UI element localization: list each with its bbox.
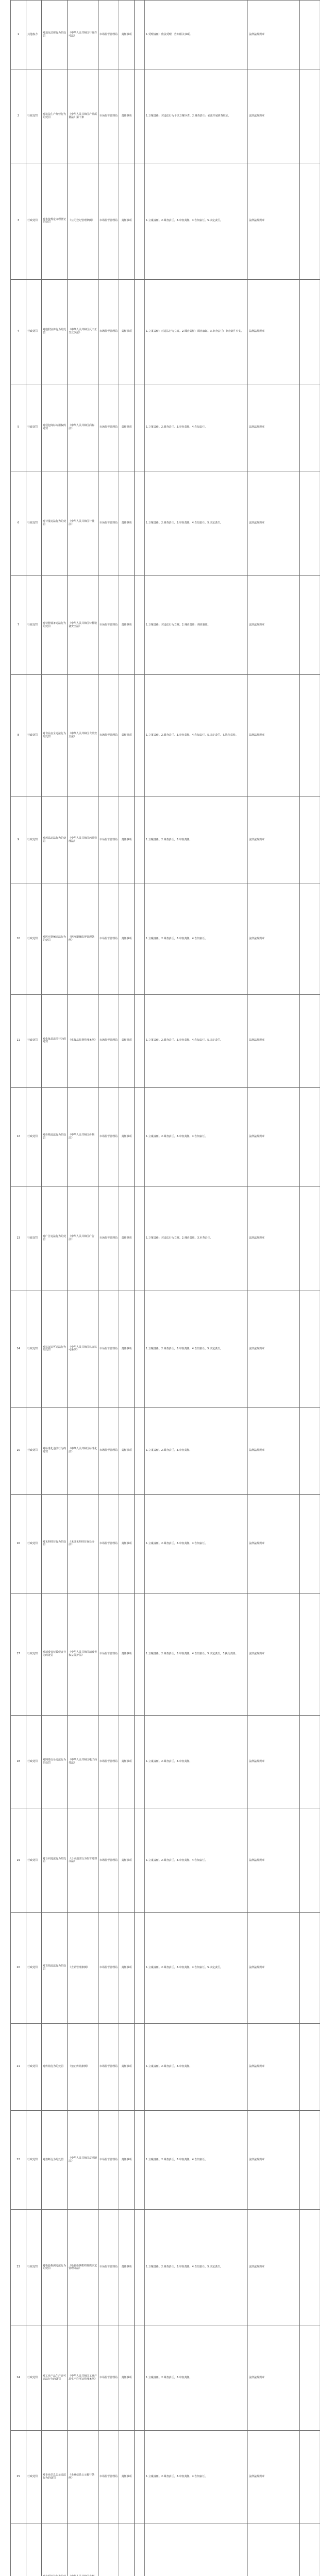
remark-cell [300,1088,320,1187]
legal-basis-cell: 《中华人民共和国电子商务法》 [68,1715,98,1808]
note-cell: 责任事项 [119,1913,135,2023]
item-name-cell: 对侵犯商标专用权的处罚 [42,384,68,471]
category-cell: 行政处罚 [26,279,42,384]
item-name-cell: 对工业产品生产许可违法行为的处罚 [42,2326,68,2430]
table-row [11,1715,320,1808]
blank-cell [135,1,145,70]
row-number-cell: 9 [11,796,26,884]
remark-cell [300,2023,320,2110]
responsibility-detail-cell: 1.立案责任。2.调查责任。3.审查责任。4.告知责任。5.决定责任。6.执行责任。 [145,1593,248,1715]
legal-basis-cell: 《医疗器械监督管理条例》 [68,884,98,994]
item-name-cell: 对医疗器械违法行为的处罚 [42,884,68,994]
subject-cell: 市场监督管理局 [98,384,119,471]
note-cell: 责任事项 [119,884,135,994]
remark-cell [300,2523,320,2576]
row-number-cell [11,2523,26,2576]
reference-cell: 法律法规规章 [248,994,300,1088]
subject-cell: 市场监督管理局 [98,2430,119,2523]
table-row [11,796,320,884]
item-name-cell [42,2523,68,2576]
row-number-cell: 19 [11,1808,26,1913]
category-cell: 行政处罚 [26,471,42,576]
category-cell: 行政处罚 [26,1088,42,1187]
reference-cell: 法律法规规章 [248,1088,300,1187]
reference-cell: 法律法规规章 [248,1593,300,1715]
table-row [11,1291,320,1408]
category-cell: 行政处罚 [26,994,42,1088]
blank-cell [135,2326,145,2430]
table-row [11,2326,320,2430]
table-row [11,2523,320,2576]
table-row [11,884,320,994]
responsibility-detail-cell: 1.立案责任。2.调查责任。3.审查责任。 [145,2023,248,2110]
remark-cell [300,2209,320,2326]
item-name-cell: 对广告违法行为的处罚 [42,1186,68,1291]
reference-cell: 法律法规规章 [248,279,300,384]
remark-cell [300,1291,320,1408]
note-cell: 责任事项 [119,674,135,796]
note-cell: 责任事项 [119,796,135,884]
legal-basis-cell: 《中华人民共和国特种设备安全法》 [68,576,98,675]
remark-cell [300,576,320,675]
row-number-cell: 15 [11,1407,26,1494]
item-name-cell: 对检验检测违法行为的处罚 [42,2209,68,2326]
responsibility-detail-cell: 1.立案责任。2.调查责任。3.审查责任。4.告知责任。5.决定责任。 [145,2209,248,2326]
item-name-cell: 对药品违法行为的处罚 [42,796,68,884]
category-cell: 行政处罚 [26,163,42,279]
table-row [11,1495,320,1594]
category-cell: 行政处罚 [26,1715,42,1808]
responsibility-detail-cell: 1.立案责任。2.调查责任。3.审查责任。4.告知责任。5.决定责任。 [145,1291,248,1408]
remark-cell [300,471,320,576]
responsibility-detail-cell: 1.立案责任。2.调查责任。3.审查责任。4.告知责任。5.决定责任。6.执行责任。 [145,674,248,796]
responsibility-detail-cell: 1.立案责任。2.调查责任。3.审查责任。4.告知责任。5.决定责任。 [145,994,248,1088]
table-row [11,2430,320,2523]
subject-cell: 市场监督管理局 [98,884,119,994]
note-cell: 责任事项 [119,2111,135,2210]
note-cell: 责任事项 [119,1593,135,1715]
blank-cell [135,2209,145,2326]
reference-cell: 法律法规规章 [248,1186,300,1291]
blank-cell [135,674,145,796]
remark-cell [300,384,320,471]
note-cell: 责任事项 [119,1715,135,1808]
blank-cell [135,1186,145,1291]
row-number-cell: 8 [11,674,26,796]
reference-cell: 法律法规规章 [248,2326,300,2430]
row-number-cell: 12 [11,1088,26,1187]
category-cell: 行政处罚 [26,1495,42,1594]
subject-cell: 市场监督管理局 [98,2111,119,2210]
subject-cell [98,2523,119,2576]
reference-cell: 法律法规规章 [248,1,300,70]
item-name-cell: 对垄断行为的处罚 [42,2111,68,2210]
row-number-cell: 25 [11,2430,26,2523]
row-number-cell: 13 [11,1186,26,1291]
reference-cell: 法律法规规章 [248,2209,300,2326]
note-cell: 责任事项 [119,384,135,471]
reference-cell: 法律法规规章 [248,1808,300,1913]
responsibility-detail-cell: 1.立案责任。2.调查责任。3.审查责任。4.告知责任。5.决定责任。 [145,471,248,576]
reference-cell: 法律法规规章 [248,1407,300,1494]
table-row [11,1,320,70]
table-row [11,2209,320,2326]
blank-cell [135,884,145,994]
legal-basis-cell: 《中华人民共和国消费者权益保护法》 [68,1593,98,1715]
category-cell: 行政处罚 [26,2111,42,2210]
item-name-cell: 对违法生产经营行为的处罚 [42,70,68,163]
responsibility-detail-cell: 1.立案责任：对违法行为予以立案审查。2.调查责任：依法开展调查取证。 [145,70,248,163]
subject-cell: 市场监督管理局 [98,279,119,384]
reference-cell: 法律法规规章 [248,576,300,675]
item-name-cell: 对企业信息公示违法行为的处罚 [42,2430,68,2523]
note-cell: 责任事项 [119,576,135,675]
legal-basis-cell: 《中华人民共和国计量法》 [68,471,98,576]
note-cell: 责任事项 [119,1,135,70]
remark-cell [300,1186,320,1291]
blank-cell [135,994,145,1088]
table-row [11,384,320,471]
note-cell: 责任事项 [119,2430,135,2523]
row-number-cell: 14 [11,1291,26,1408]
remark-cell [300,1407,320,1494]
reference-cell: 法律法规规章 [248,1715,300,1808]
remark-cell [300,994,320,1088]
table-row [11,2111,320,2210]
legal-basis-cell: 《中华人民共和国食品安全法》 [68,674,98,796]
row-number-cell: 20 [11,1913,26,2023]
blank-cell [135,163,145,279]
table-row [11,471,320,576]
category-cell: 行政处罚 [26,1186,42,1291]
item-name-cell: 对合同违法行为的处罚 [42,1808,68,1913]
subject-cell: 市场监督管理局 [98,994,119,1088]
row-number-cell: 23 [11,2209,26,2326]
subject-cell: 市场监督管理局 [98,163,119,279]
subject-cell: 市场监督管理局 [98,674,119,796]
table-row [11,2023,320,2110]
reference-cell: 法律法规规章 [248,1913,300,2023]
blank-cell [135,1913,145,2023]
subject-cell: 市场监督管理局 [98,2023,119,2110]
category-cell: 行政处罚 [26,384,42,471]
blank-cell [135,2111,145,2210]
remark-cell [300,2430,320,2523]
category-cell: 行政处罚 [26,2430,42,2523]
reference-cell: 法律法规规章 [248,471,300,576]
blank-cell [135,471,145,576]
subject-cell: 市场监督管理局 [98,1808,119,1913]
item-name-cell: 对标准化违法行为的处罚 [42,1407,68,1494]
responsibility-detail-cell: 1.立案责任。2.调查责任。3.审查责任。4.告知责任。 [145,1495,248,1594]
row-number-cell: 3 [11,163,26,279]
table-row [11,994,320,1088]
blank-cell [135,1715,145,1808]
blank-cell [135,1407,145,1494]
row-number-cell: 6 [11,471,26,576]
remark-cell [300,1593,320,1715]
responsibility-detail-cell: 1.立案责任：对违法行为立案。2.调查责任：调查取证。3.审查责任：审查案件事实。 [145,279,248,384]
item-name-cell: 对违反法律行为的处罚 [42,1,68,70]
item-name-cell: 对认证认可违法行为的处罚 [42,1291,68,1408]
table-row [11,1913,320,2023]
category-cell: 行政处罚 [26,1291,42,1408]
blank-cell [135,70,145,163]
blank-cell [135,576,145,675]
responsibility-detail-cell: 1.立案责任。2.调查责任。3.审查责任。4.告知责任。 [145,1808,248,1913]
reference-cell: 法律法规规章 [248,384,300,471]
remark-cell [300,2111,320,2210]
category-cell: 行政处罚 [26,1808,42,1913]
legal-basis-cell: 《公司登记管理条例》 [68,163,98,279]
note-cell: 责任事项 [119,1186,135,1291]
remark-cell [300,674,320,796]
category-cell: 其他权力 [26,1,42,70]
reference-cell: 法律法规规章 [248,70,300,163]
item-name-cell: 对食品安全违法行为的处罚 [42,674,68,796]
subject-cell: 市场监督管理局 [98,1913,119,2023]
row-number-cell: 1 [11,1,26,70]
category-cell [26,2523,42,2576]
note-cell: 责任事项 [119,2209,135,2326]
item-name-cell: 对特种设备违法行为的处罚 [42,576,68,675]
note-cell: 责任事项 [119,1407,135,1494]
row-number-cell: 5 [11,384,26,471]
table-body [11,1,320,2576]
remark-cell [300,1495,320,1594]
blank-cell [135,384,145,471]
responsibility-detail-cell: 1.立案责任：对违法行为立案。2.调查责任：调查取证。 [145,576,248,675]
subject-cell: 市场监督管理局 [98,1407,119,1494]
legal-basis-cell [68,2523,98,2576]
subject-cell: 市场监督管理局 [98,1186,119,1291]
note-cell: 责任事项 [119,1808,135,1913]
blank-cell [135,1495,145,1594]
reference-cell: 法律法规规章 [248,163,300,279]
responsibility-detail-cell [145,2523,248,2576]
subject-cell: 市场监督管理局 [98,576,119,675]
reference-cell: 法律法规规章 [248,674,300,796]
row-number-cell: 18 [11,1715,26,1808]
table-row [11,1186,320,1291]
reference-cell [248,2523,300,2576]
subject-cell: 市场监督管理局 [98,2209,119,2326]
item-name-cell: 对网络交易违法行为的处罚 [42,1715,68,1808]
row-number-cell: 16 [11,1495,26,1594]
responsibility-detail-cell: 1.立案责任：对违法行为立案。2.调查责任。3.审查责任。 [145,1186,248,1291]
table-row [11,1088,320,1187]
reference-cell: 法律法规规章 [248,1495,300,1594]
responsibility-list-table [10,0,320,2576]
table-row [11,163,320,279]
responsibility-detail-cell: 1.受理责任：依法受理，告知相关事项。 [145,1,248,70]
subject-cell: 市场监督管理局 [98,796,119,884]
blank-cell [135,1593,145,1715]
responsibility-detail-cell: 1.立案责任。2.调查责任。3.审查责任。4.告知责任。 [145,1088,248,1187]
row-number-cell: 21 [11,2023,26,2110]
item-name-cell: 对消费者权益侵害行为的处罚 [42,1593,68,1715]
note-cell: 责任事项 [119,1495,135,1594]
note-cell: 责任事项 [119,1291,135,1408]
remark-cell [300,163,320,279]
responsibility-detail-cell: 1.立案责任。2.调查责任。3.审查责任。4.告知责任。 [145,2111,248,2210]
reference-cell: 法律法规规章 [248,2023,300,2110]
legal-basis-cell: 《中华人民共和国药品管理法》 [68,796,98,884]
note-cell: 责任事项 [119,2326,135,2430]
row-number-cell: 22 [11,2111,26,2210]
item-name-cell: 对化妆品违法行为的处罚 [42,994,68,1088]
subject-cell: 市场监督管理局 [98,471,119,576]
blank-cell [135,796,145,884]
row-number-cell: 2 [11,70,26,163]
subject-cell: 市场监督管理局 [98,70,119,163]
note-cell: 责任事项 [119,1088,135,1187]
item-name-cell: 对计量违法行为的处罚 [42,471,68,576]
legal-basis-cell: 《中华人民共和国行政许可法》 [68,1,98,70]
legal-basis-cell: 《化妆品监督管理条例》 [68,994,98,1088]
table-row [11,576,320,675]
table-row [11,1407,320,1494]
remark-cell [300,70,320,163]
table-row [11,279,320,384]
blank-cell [135,1808,145,1913]
reference-cell: 法律法规规章 [248,2430,300,2523]
responsibility-detail-cell: 1.立案责任。2.调查责任。3.审查责任。 [145,2326,248,2430]
category-cell: 行政处罚 [26,796,42,884]
note-cell [119,2523,135,2576]
category-cell: 行政处罚 [26,70,42,163]
blank-cell [135,2430,145,2523]
item-name-cell: 对无照经营行为的处罚 [42,1495,68,1594]
note-cell: 责任事项 [119,994,135,1088]
item-name-cell: 对虚假宣传行为的处罚 [42,279,68,384]
category-cell: 行政处罚 [26,674,42,796]
row-number-cell: 24 [11,2326,26,2430]
category-cell: 行政处罚 [26,1913,42,2023]
remark-cell [300,884,320,994]
reference-cell: 法律法规规章 [248,884,300,994]
legal-basis-cell: 《中华人民共和国商标法》 [68,384,98,471]
category-cell: 行政处罚 [26,2209,42,2326]
note-cell: 责任事项 [119,2023,135,2110]
row-number-cell: 7 [11,576,26,675]
blank-cell [135,2523,145,2576]
subject-cell: 市场监督管理局 [98,1088,119,1187]
reference-cell: 法律法规规章 [248,796,300,884]
table-row [11,674,320,796]
subject-cell: 市场监督管理局 [98,1715,119,1808]
responsibility-detail-cell: 1.立案责任。2.调查责任。3.审查责任。4.告知责任。 [145,384,248,471]
note-cell: 责任事项 [119,471,135,576]
blank-cell [135,1088,145,1187]
remark-cell [300,1,320,70]
row-number-cell: 11 [11,994,26,1088]
item-name-cell: 对未按规定办理登记的处罚 [42,163,68,279]
blank-cell [135,2023,145,2110]
item-name-cell: 对价格违法行为的处罚 [42,1088,68,1187]
subject-cell: 市场监督管理局 [98,2326,119,2430]
legal-basis-cell: 《无证无照经营查处办法》 [68,1495,98,1594]
legal-basis-cell: 《中华人民共和国认证认可条例》 [68,1291,98,1408]
subject-cell: 市场监督管理局 [98,1495,119,1594]
table-row [11,1593,320,1715]
item-name-cell: 对传销行为的处罚 [42,2023,68,2110]
legal-basis-cell: 《中华人民共和国广告法》 [68,1186,98,1291]
subject-cell: 市场监督管理局 [98,1593,119,1715]
legal-basis-cell: 《合同违法行为监督处理办法》 [68,1808,98,1913]
category-cell: 行政处罚 [26,1593,42,1715]
legal-basis-cell: 《中华人民共和国标准化法》 [68,1407,98,1494]
reference-cell: 法律法规规章 [248,2111,300,2210]
responsibility-detail-cell: 1.立案责任。2.调查责任。3.审查责任。 [145,796,248,884]
note-cell: 责任事项 [119,279,135,384]
remark-cell [300,279,320,384]
responsibility-detail-cell: 1.立案责任。2.调查责任。3.审查责任。4.告知责任。 [145,884,248,994]
responsibility-detail-cell: 1.立案责任。2.调查责任。3.审查责任。 [145,1715,248,1808]
responsibility-detail-cell: 1.立案责任。2.调查责任。3.审查责任。4.告知责任。5.决定责任。 [145,163,248,279]
reference-cell: 法律法规规章 [248,1291,300,1408]
table-row [11,70,320,163]
item-name-cell: 对直销违法行为的处罚 [42,1913,68,2023]
table-row [11,1808,320,1913]
remark-cell [300,796,320,884]
blank-cell [135,279,145,384]
row-number-cell: 10 [11,884,26,994]
responsibility-detail-cell: 1.立案责任。2.调查责任。3.审查责任。 [145,1407,248,1494]
legal-basis-cell: 《禁止传销条例》 [68,2023,98,2110]
category-cell: 行政处罚 [26,884,42,994]
category-cell: 行政处罚 [26,2023,42,2110]
responsibility-detail-cell: 1.立案责任。2.调查责任。3.审查责任。4.告知责任。 [145,2430,248,2523]
legal-basis-cell: 《中华人民共和国反不正当竞争法》 [68,279,98,384]
legal-basis-cell: 《直销管理条例》 [68,1913,98,2023]
row-number-cell: 17 [11,1593,26,1715]
blank-cell [135,1291,145,1408]
legal-basis-cell: 《中华人民共和国反垄断法》 [68,2111,98,2210]
subject-cell: 市场监督管理局 [98,1291,119,1408]
remark-cell [300,2326,320,2430]
category-cell: 行政处罚 [26,576,42,675]
responsibility-detail-cell: 1.立案责任。2.调查责任。3.审查责任。4.告知责任。5.决定责任。 [145,1913,248,2023]
legal-basis-cell: 《中华人民共和国价格法》 [68,1088,98,1187]
subject-cell: 市场监督管理局 [98,1,119,70]
category-cell: 行政处罚 [26,2326,42,2430]
row-number-cell: 4 [11,279,26,384]
legal-basis-cell: 《企业信息公示暂行条例》 [68,2430,98,2523]
legal-basis-cell: 《检验检测机构资质认定管理办法》 [68,2209,98,2326]
remark-cell [300,1715,320,1808]
note-cell: 责任事项 [119,163,135,279]
category-cell: 行政处罚 [26,1407,42,1494]
legal-basis-cell: 《中华人民共和国工业产品生产许可证管理条例》 [68,2326,98,2430]
remark-cell [300,1913,320,2023]
note-cell: 责任事项 [119,70,135,163]
legal-basis-cell: 《中华人民共和国产品质量法》第十条 [68,70,98,163]
remark-cell [300,1808,320,1913]
